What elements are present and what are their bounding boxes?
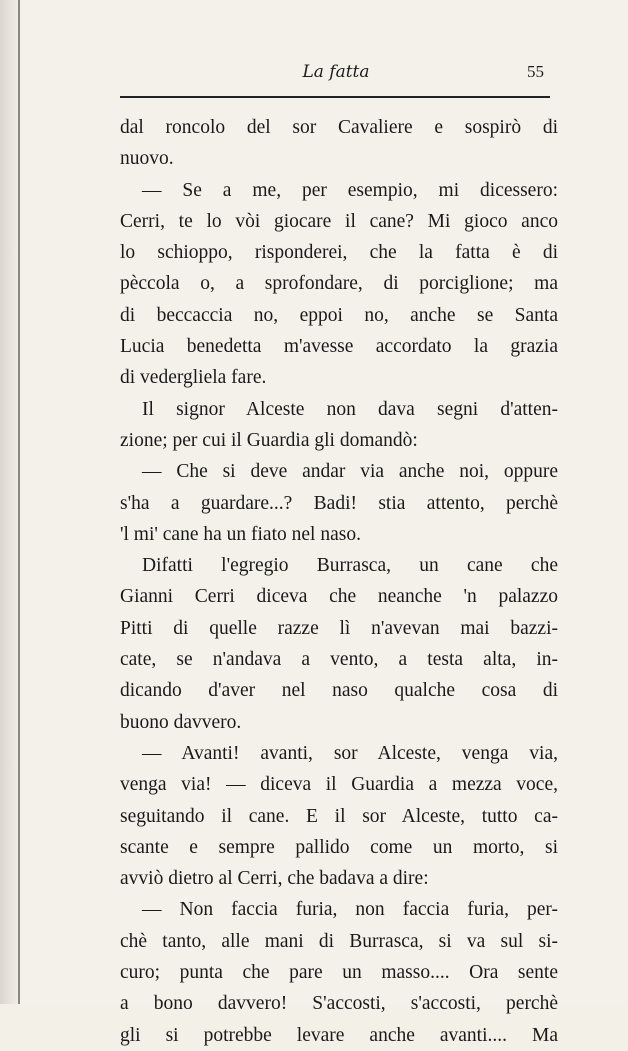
text-line: Lucia benedetta m'avesse accordato la grazia: [120, 336, 558, 358]
text-line: Cerri, te lo vòi giocare il cane? Mi gioco anco: [120, 210, 558, 232]
text-line: a bono davvero! S'accosti, s'accosti, perchè: [120, 993, 558, 1015]
text-line: venga via! — diceva il Guardia a mezza voce,: [120, 774, 558, 796]
text-line: avviò dietro al Cerri, che badava a dire:: [120, 868, 429, 890]
text-line: — Che si deve andar via anche noi, oppure: [142, 461, 558, 483]
text-line: 'l mi' cane ha un fiato nel naso.: [120, 523, 361, 545]
header-rule: [120, 96, 550, 98]
text-line: — Se a me, per esempio, mi dicessero:: [142, 179, 558, 201]
text-line: lo schioppo, risponderei, che la fatta è di: [120, 242, 558, 264]
text-line: Pitti di quelle razze lì n'avevan mai bazzi-: [120, 617, 558, 639]
text-line: gli si potrebbe levare anche avanti.... Ma: [120, 1024, 558, 1046]
text-line: Gianni Cerri diceva che neanche 'n palazzo: [120, 586, 558, 608]
text-line: — Non faccia furia, non faccia furia, per-: [142, 899, 558, 921]
text-line: curo; punta che pare un masso.... Ora sente: [120, 962, 558, 984]
text-line: Difatti l'egregio Burrasca, un cane che: [142, 555, 558, 577]
text-line: nuovo.: [120, 148, 174, 170]
text-line: chè tanto, alle mani di Burrasca, si va sul si-: [120, 930, 558, 952]
text-line: scante e sempre pallido come un morto, si: [120, 836, 558, 858]
text-line: di beccaccia no, eppoi no, anche se Santa: [120, 304, 558, 326]
page-number: 55: [527, 62, 544, 81]
binding-edge: [18, 0, 20, 1004]
body-text: [120, 112, 558, 1051]
text-line: zione; per cui il Guardia gli domandò:: [120, 429, 418, 451]
text-line: seguitando il cane. E il sor Alceste, tutto ca-: [120, 805, 558, 827]
text-line: Il signor Alceste non dava segni d'atten-: [142, 398, 558, 420]
running-title: La fatta: [302, 62, 370, 82]
text-line: buono davvero.: [120, 711, 242, 733]
text-line: cate, se n'andava a vento, a testa alta, in-: [120, 649, 558, 671]
text-line: pèccola o, a sprofondare, di porciglione; ma: [120, 273, 558, 295]
page-header: [120, 60, 552, 90]
text-line: di vedergliela fare.: [120, 367, 267, 389]
text-line: s'ha a guardare...? Badi! stia attento, perchè: [120, 492, 558, 514]
text-line: dal roncolo del sor Cavaliere e sospirò di: [120, 117, 558, 138]
text-line: — Avanti! avanti, sor Alceste, venga via,: [142, 742, 558, 764]
text-line: dicando d'aver nel naso qualche cosa di: [120, 680, 558, 702]
